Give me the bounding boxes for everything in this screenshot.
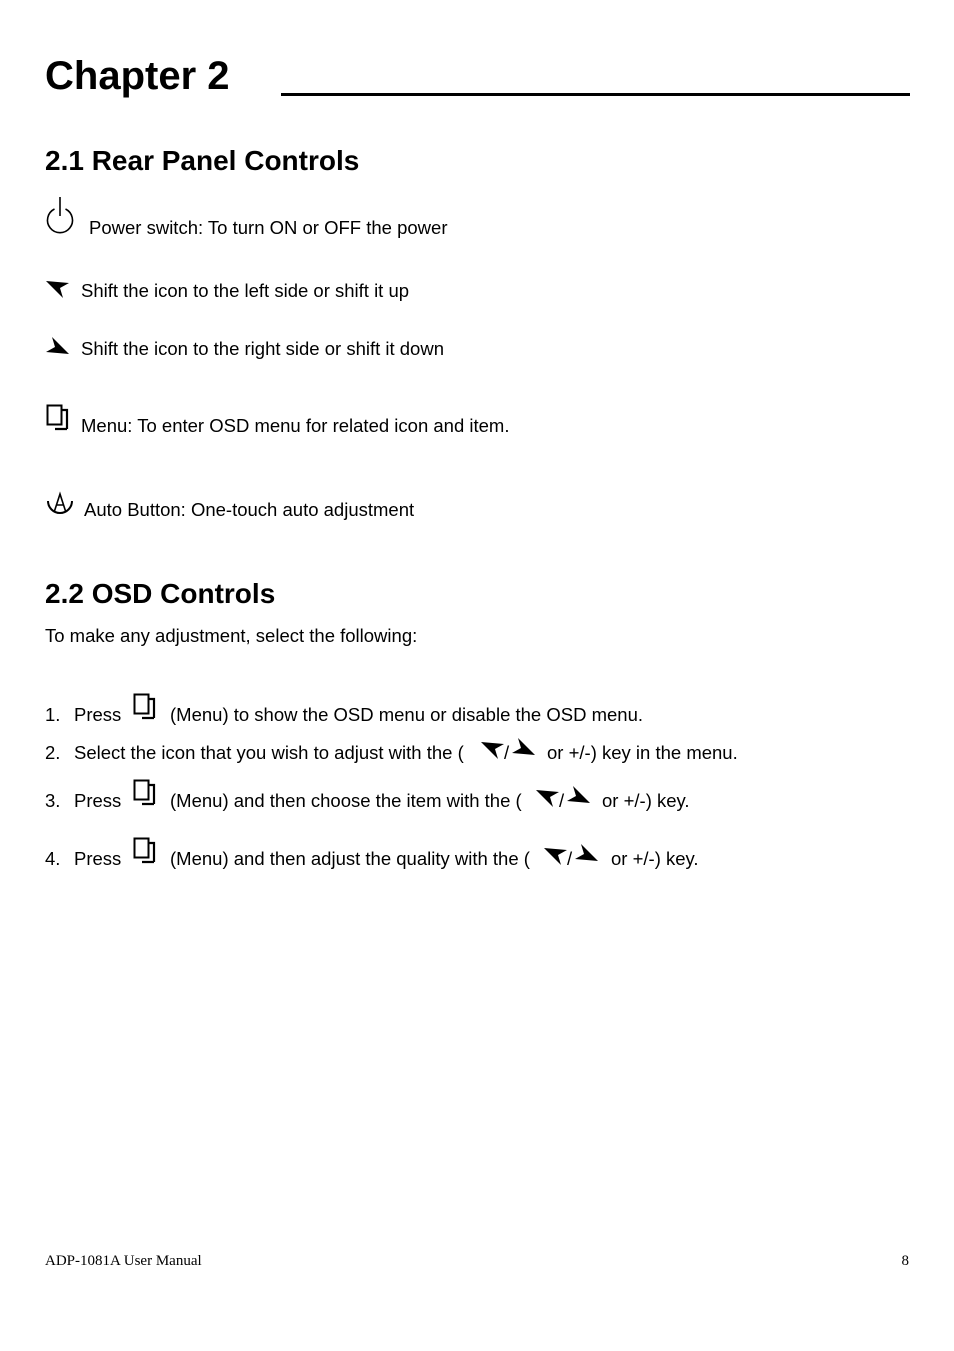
step-press-label: Press <box>74 790 122 811</box>
power-icon <box>45 196 75 236</box>
step-text: Select the icon that you wish to adjust with the ( <box>74 742 464 763</box>
menu-description: Menu: To enter OSD menu for related icon and item. <box>81 415 510 436</box>
step-number: 2. <box>45 742 61 763</box>
arrow-left-up-icon <box>544 847 568 865</box>
step-text: (Menu) and then adjust the quality with the ( <box>170 848 530 869</box>
step-number: 3. <box>45 790 61 811</box>
auto-icon <box>45 491 75 519</box>
step-press-label: Press <box>74 848 122 869</box>
step-press-label: Press <box>74 704 122 725</box>
right-down-description: Shift the icon to the right side or shift it down <box>81 338 444 359</box>
power-switch-description: Power switch: To turn ON or OFF the power <box>89 217 448 238</box>
slash-separator: / <box>504 742 510 763</box>
section-heading-osd-controls: 2.2 OSD Controls <box>45 578 276 609</box>
slash-separator: / <box>559 790 565 811</box>
step-text: or +/-) key. <box>611 848 699 869</box>
step-number: 1. <box>45 704 61 725</box>
step-text: (Menu) and then choose the item with the ( <box>170 790 522 811</box>
arrow-right-down-icon <box>512 738 536 756</box>
menu-icon <box>133 779 157 807</box>
menu-icon <box>133 693 157 721</box>
osd-intro: To make any adjustment, select the following: <box>45 625 418 646</box>
auto-description: Auto Button: One-touch auto adjustment <box>84 499 415 520</box>
arrow-right-down-icon <box>575 844 599 862</box>
chapter-title-rule <box>281 93 910 96</box>
menu-icon <box>46 404 70 432</box>
arrow-left-up-icon <box>46 280 70 298</box>
section-heading-rear-panel: 2.1 Rear Panel Controls <box>45 145 360 176</box>
step-number: 4. <box>45 848 61 869</box>
step-text: or +/-) key. <box>602 790 690 811</box>
chapter-title <box>45 52 910 100</box>
slash-separator: / <box>567 848 573 869</box>
arrow-right-down-icon <box>567 786 591 804</box>
step-text: (Menu) to show the OSD menu or disable the OSD menu. <box>170 704 643 725</box>
arrow-right-down-icon <box>46 337 70 355</box>
footer-manual-title: ADP-1081A User Manual <box>45 1253 202 1269</box>
arrow-left-up-icon <box>536 789 560 807</box>
step-text: or +/-) key in the menu. <box>547 742 738 763</box>
left-up-description: Shift the icon to the left side or shift it up <box>81 280 410 301</box>
arrow-left-up-icon <box>481 741 505 759</box>
menu-icon <box>133 837 157 865</box>
footer-page-number: 8 <box>901 1253 909 1269</box>
chapter-title-text: Chapter 2 <box>45 54 230 98</box>
